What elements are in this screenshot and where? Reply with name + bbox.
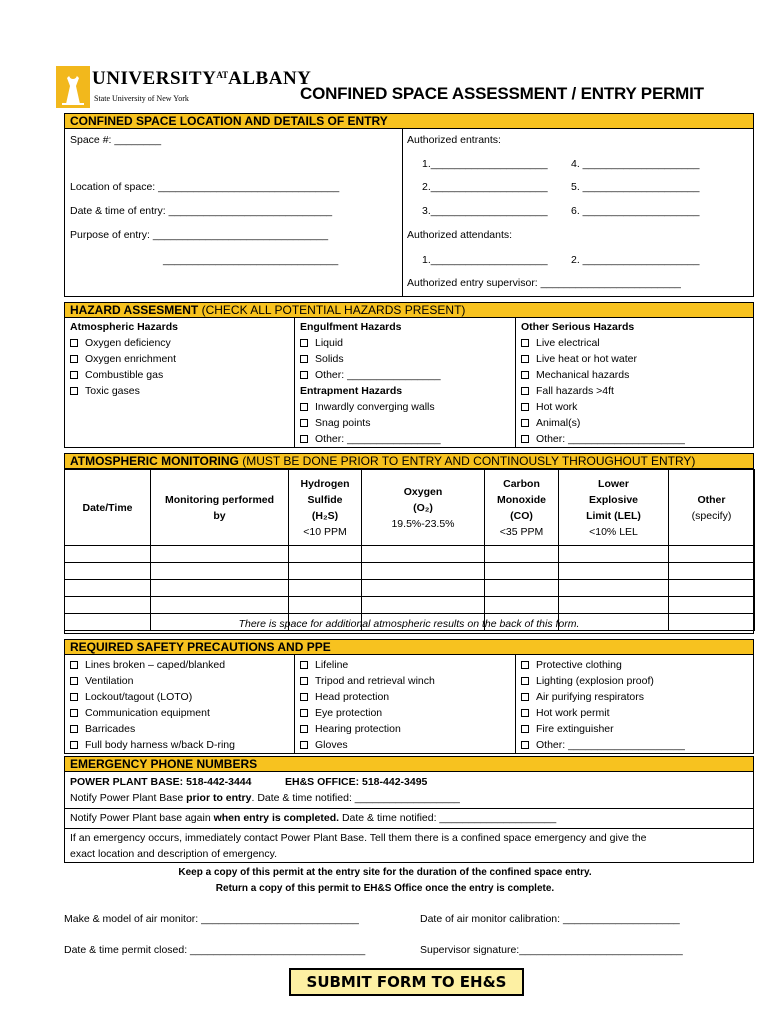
checkbox-icon[interactable] [300, 371, 308, 379]
purpose-field-line2[interactable]: ______________________________ [163, 254, 339, 266]
divider [65, 808, 753, 809]
checkbox-ppe-other[interactable]: Other: ____________________ [521, 739, 685, 752]
checkbox-icon[interactable] [300, 709, 308, 717]
calibration-date-field[interactable]: Date of air monitor calibration: ____________________ [420, 913, 680, 925]
logo-subtitle: State University of New York [94, 94, 189, 103]
entrant-6-field[interactable]: 6. ____________________ [571, 205, 700, 217]
checkbox-icon[interactable] [300, 339, 308, 347]
entrant-2-field[interactable]: 2.____________________ [422, 181, 548, 193]
checkbox-entrapment-other[interactable]: Other: ________________ [300, 433, 441, 446]
logo-text-albany: ALBANY [228, 68, 312, 89]
university-seal-logo [56, 66, 90, 108]
checkbox-icon[interactable] [70, 693, 78, 701]
location-section [64, 113, 754, 297]
checkbox-animals[interactable]: Animal(s) [521, 417, 580, 430]
ppe-section [64, 639, 754, 754]
engulfment-hazards-title: Engulfment Hazards [300, 321, 402, 333]
power-plant-phone: POWER PLANT BASE: 518-442-3444 [70, 776, 252, 788]
checkbox-icon[interactable] [300, 419, 308, 427]
divider [402, 129, 403, 297]
keep-copy-note: Keep a copy of this permit at the entry site for the duration of the confined space entry. [178, 867, 592, 878]
checkbox-snag-points[interactable]: Snag points [300, 417, 370, 430]
other-hazards-title: Other Serious Hazards [521, 321, 635, 333]
permit-closed-field[interactable]: Date & time permit closed: ______________________________ [64, 944, 366, 956]
entrant-5-field[interactable]: 5. ____________________ [571, 181, 700, 193]
checkbox-icon[interactable] [70, 709, 78, 717]
monitoring-section [64, 453, 754, 634]
col-co: Carbon Monoxide (CO) <35 PPM [485, 470, 559, 546]
hazard-heading: HAZARD ASSESMENT (CHECK ALL POTENTIAL HAZARDS PRESENT) [65, 303, 753, 318]
checkbox-icon[interactable] [521, 371, 529, 379]
checkbox-icon[interactable] [521, 387, 529, 395]
col-datetime: Date/Time [65, 470, 151, 546]
atmospheric-hazards-title: Atmospheric Hazards [70, 321, 178, 333]
checkbox-icon[interactable] [521, 725, 529, 733]
ehs-office-phone: EH&S OFFICE: 518-442-3495 [285, 776, 428, 788]
checkbox-icon[interactable] [521, 339, 529, 347]
checkbox-harness[interactable]: Full body harness w/back D-ring [70, 739, 235, 752]
entrants-label: Authorized entrants: [407, 134, 501, 146]
checkbox-icon[interactable] [521, 677, 529, 685]
return-copy-note: Return a copy of this permit to EH&S Office once the entry is complete. [215, 883, 555, 894]
emergency-instructions-line1: If an emergency occurs, immediately contact Power Plant Base. Tell them there is a confined space emergency and give the [70, 832, 647, 844]
checkbox-icon[interactable] [70, 355, 78, 363]
divider [515, 655, 516, 754]
checkbox-hot-work[interactable]: Hot work [521, 401, 577, 414]
checkbox-tripod[interactable]: Tripod and retrieval winch [300, 675, 435, 688]
air-monitor-model-field[interactable]: Make & model of air monitor: ___________________________ [64, 913, 359, 925]
checkbox-icon[interactable] [300, 355, 308, 363]
space-number-field[interactable]: Space #: ________ [70, 134, 162, 146]
checkbox-icon[interactable] [70, 725, 78, 733]
divider [294, 655, 295, 754]
checkbox-combustible-gas[interactable]: Combustible gas [70, 369, 163, 382]
checkbox-hearing-protection[interactable]: Hearing protection [300, 723, 401, 736]
checkbox-icon[interactable] [70, 339, 78, 347]
checkbox-icon[interactable] [300, 677, 308, 685]
location-field[interactable]: Location of space: _______________________________ [70, 181, 340, 193]
emergency-instructions-line2: exact location and description of emergency. [70, 848, 278, 860]
checkbox-icon[interactable] [300, 435, 308, 443]
checkbox-fire-extinguisher[interactable]: Fire extinguisher [521, 723, 614, 736]
checkbox-oxygen-enrichment[interactable]: Oxygen enrichment [70, 353, 176, 366]
purpose-field[interactable]: Purpose of entry: ______________________________ [70, 229, 329, 241]
entrant-1-field[interactable]: 1.____________________ [422, 158, 548, 170]
checkbox-icon[interactable] [521, 741, 529, 749]
attendant-1-field[interactable]: 1.____________________ [422, 254, 548, 266]
checkbox-lifeline[interactable]: Lifeline [300, 659, 348, 672]
checkbox-live-heat[interactable]: Live heat or hot water [521, 353, 637, 366]
col-lel: Lower Explosive Limit (LEL) <10% LEL [559, 470, 669, 546]
col-monitored-by: Monitoring performed by [151, 470, 289, 546]
page-title: CONFINED SPACE ASSESSMENT / ENTRY PERMIT [300, 84, 704, 103]
checkbox-icon[interactable] [300, 693, 308, 701]
monitoring-note: There is space for additional atmospheric results on the back of this form. [238, 618, 580, 630]
checkbox-icon[interactable] [521, 435, 529, 443]
entrapment-hazards-title: Entrapment Hazards [300, 385, 403, 397]
checkbox-icon[interactable] [521, 693, 529, 701]
checkbox-icon[interactable] [521, 661, 529, 669]
attendant-2-field[interactable]: 2. ____________________ [571, 254, 700, 266]
checkbox-icon[interactable] [300, 741, 308, 749]
entry-datetime-field[interactable]: Date & time of entry: ____________________________ [70, 205, 333, 217]
col-h2s: Hydrogen Sulfide (H₂S) <10 PPM [289, 470, 362, 546]
supervisor-signature-field[interactable]: Supervisor signature:____________________________ [420, 944, 683, 956]
checkbox-hot-work-permit[interactable]: Hot work permit [521, 707, 610, 720]
checkbox-icon[interactable] [70, 661, 78, 669]
emergency-section [64, 756, 754, 863]
checkbox-head-protection[interactable]: Head protection [300, 691, 389, 704]
checkbox-gloves[interactable]: Gloves [300, 739, 348, 752]
checkbox-barricades[interactable]: Barricades [70, 723, 135, 736]
checkbox-liquid[interactable]: Liquid [300, 337, 343, 350]
divider [515, 318, 516, 448]
checkbox-icon[interactable] [70, 741, 78, 749]
checkbox-icon[interactable] [300, 403, 308, 411]
entrant-3-field[interactable]: 3.____________________ [422, 205, 548, 217]
table-row [65, 580, 755, 597]
checkbox-other-hazard[interactable]: Other: ____________________ [521, 433, 685, 446]
checkbox-eye-protection[interactable]: Eye protection [300, 707, 382, 720]
divider [294, 318, 295, 448]
table-row [65, 546, 755, 563]
checkbox-loto[interactable]: Lockout/tagout (LOTO) [70, 691, 192, 704]
checkbox-fall-hazards[interactable]: Fall hazards >4ft [521, 385, 614, 398]
col-o2: Oxygen (O₂) 19.5%-23.5% [362, 470, 485, 546]
submit-form-button[interactable]: SUBMIT FORM TO EH&S [289, 968, 524, 996]
location-heading: CONFINED SPACE LOCATION AND DETAILS OF ENTRY [65, 114, 753, 129]
notify-completed-line[interactable]: Notify Power Plant base again when entry is completed. Date & time notified: ____________________ [70, 812, 557, 824]
col-other: Other (specify) [669, 470, 755, 546]
checkbox-icon[interactable] [70, 677, 78, 685]
checkbox-respirators[interactable]: Air purifying respirators [521, 691, 644, 704]
hazard-section [64, 302, 754, 448]
checkbox-communication[interactable]: Communication equipment [70, 707, 210, 720]
monitoring-header-row [65, 470, 755, 546]
checkbox-oxygen-deficiency[interactable]: Oxygen deficiency [70, 337, 171, 350]
checkbox-solids[interactable]: Solids [300, 353, 344, 366]
checkbox-icon[interactable] [70, 371, 78, 379]
checkbox-icon[interactable] [521, 419, 529, 427]
checkbox-protective-clothing[interactable]: Protective clothing [521, 659, 622, 672]
table-row [65, 563, 755, 580]
checkbox-lighting[interactable]: Lighting (explosion proof) [521, 675, 654, 688]
checkbox-toxic-gases[interactable]: Toxic gases [70, 385, 140, 398]
logo-text-at: AT [216, 70, 229, 80]
checkbox-lines-broken[interactable]: Lines broken – caped/blanked [70, 659, 225, 672]
checkbox-live-electrical[interactable]: Live electrical [521, 337, 600, 350]
divider [65, 828, 753, 829]
table-row [65, 597, 755, 614]
ppe-heading: REQUIRED SAFETY PRECAUTIONS AND PPE [65, 640, 753, 655]
logo-text-university: UNIVERSITY [92, 68, 217, 89]
entrant-4-field[interactable]: 4. ____________________ [571, 158, 700, 170]
checkbox-mechanical[interactable]: Mechanical hazards [521, 369, 629, 382]
logo-wordmark [92, 68, 311, 90]
monitoring-table [64, 469, 755, 631]
monitoring-heading: ATMOSPHERIC MONITORING (MUST BE DONE PRIOR TO ENTRY AND CONTINOUSLY THROUGHOUT ENTRY) [65, 454, 753, 469]
entry-supervisor-field[interactable]: Authorized entry supervisor: ________________________ [407, 277, 681, 289]
checkbox-icon[interactable] [521, 355, 529, 363]
checkbox-ventilation[interactable]: Ventilation [70, 675, 133, 688]
checkbox-engulfment-other[interactable]: Other: ________________ [300, 369, 441, 382]
attendants-label: Authorized attendants: [407, 229, 513, 241]
notify-prior-line[interactable]: Notify Power Plant Base prior to entry. Date & time notified: __________________ [70, 792, 460, 804]
checkbox-converging-walls[interactable]: Inwardly converging walls [300, 401, 435, 414]
checkbox-icon[interactable] [300, 661, 308, 669]
checkbox-icon[interactable] [521, 403, 529, 411]
checkbox-icon[interactable] [70, 387, 78, 395]
emergency-heading: EMERGENCY PHONE NUMBERS [65, 757, 753, 772]
checkbox-icon[interactable] [300, 725, 308, 733]
checkbox-icon[interactable] [521, 709, 529, 717]
